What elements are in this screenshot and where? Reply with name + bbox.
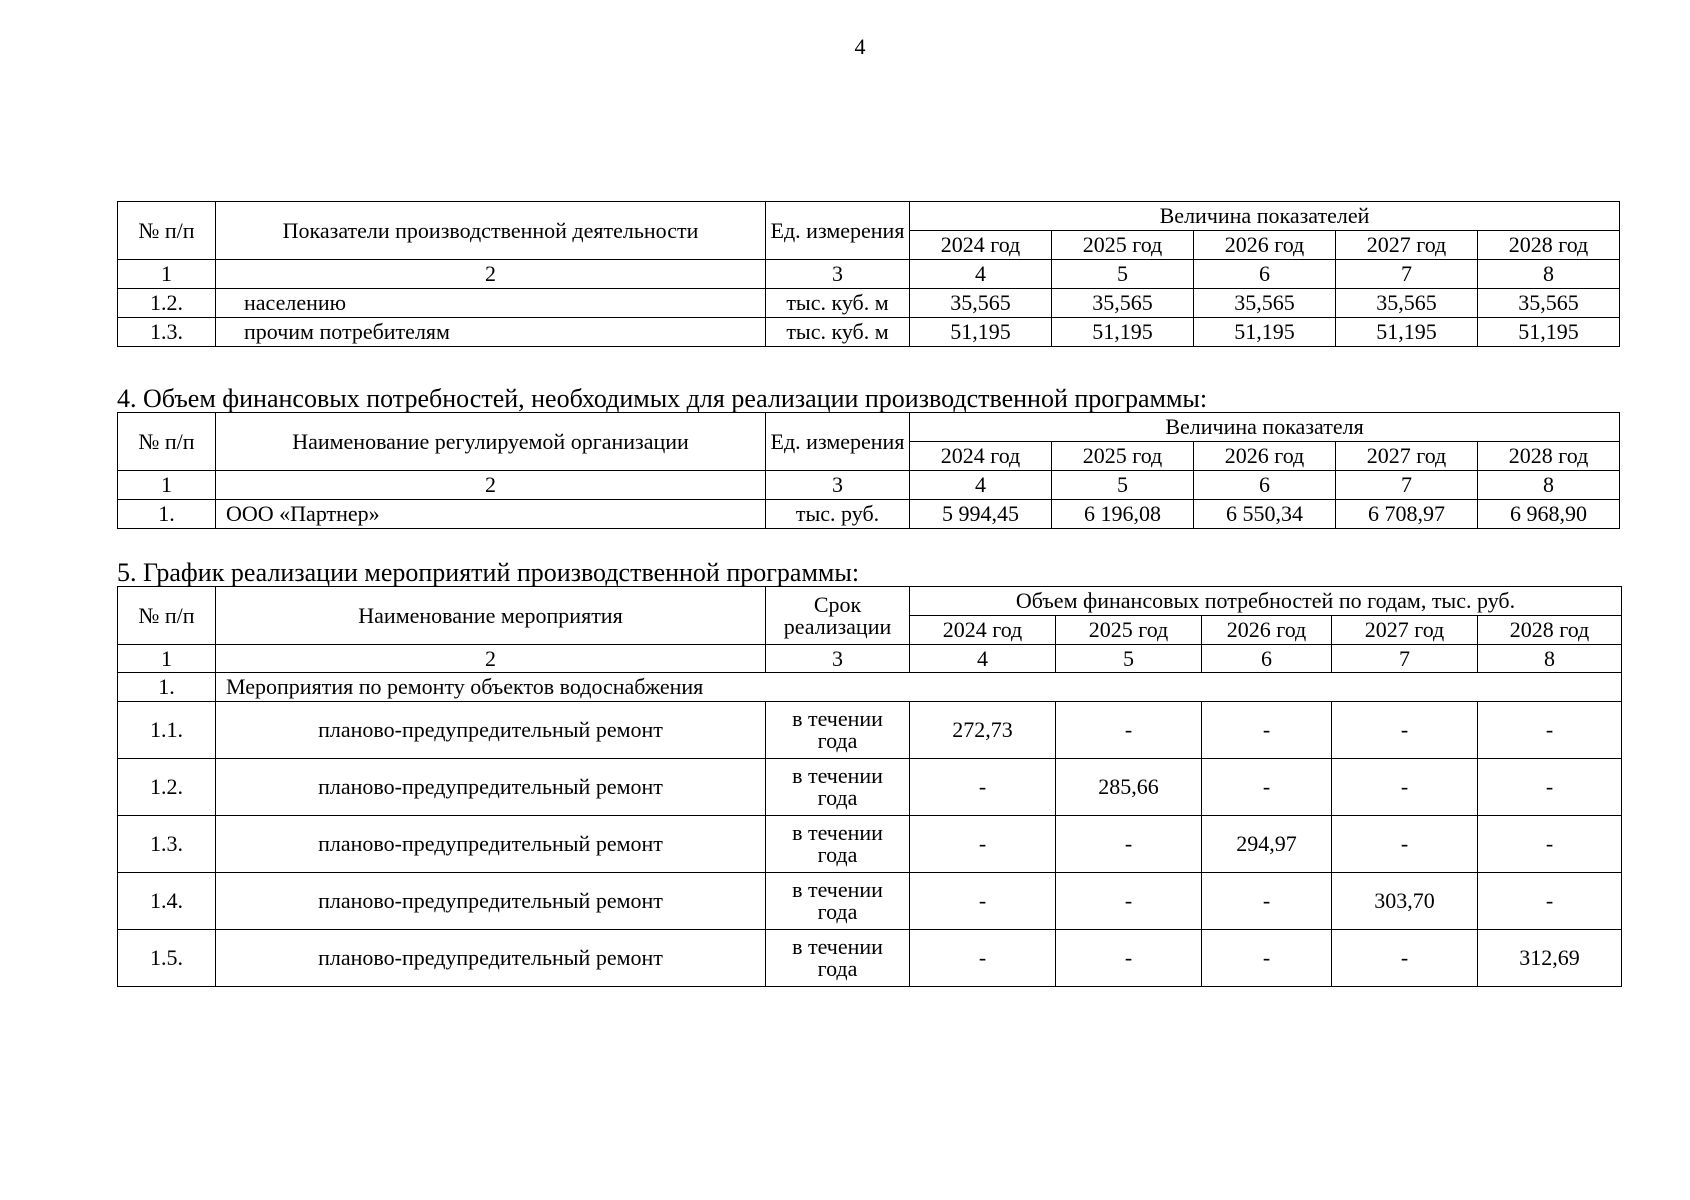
page-number: 4 (854, 34, 866, 59)
header-year: 2025 год (1056, 616, 1202, 645)
row-value: 51,195 (910, 318, 1052, 347)
column-number: 1 (118, 260, 216, 289)
production-indicators-table (117, 201, 1620, 347)
header-value-group: Величина показателя (910, 413, 1620, 442)
header-value-group: Объем финансовых потребностей по годам, тыс. руб. (910, 587, 1622, 616)
table-row (118, 702, 1622, 759)
header-year: 2028 год (1478, 616, 1622, 645)
column-number: 8 (1478, 260, 1620, 289)
row-value: - (1056, 702, 1202, 759)
header-activity: Наименование мероприятия (216, 587, 766, 645)
row-organization: ООО «Партнер» (216, 500, 766, 529)
row-value: 6 968,90 (1478, 500, 1620, 529)
row-value: 5 994,45 (910, 500, 1052, 529)
row-value: - (1056, 873, 1202, 930)
row-term: в течении года (766, 873, 910, 930)
column-number: 8 (1478, 645, 1622, 673)
column-number: 7 (1332, 645, 1478, 673)
header-year: 2024 год (910, 616, 1056, 645)
row-value: 51,195 (1052, 318, 1194, 347)
row-num: 1.3. (118, 816, 216, 873)
column-number: 4 (910, 471, 1052, 500)
table-row (118, 930, 1622, 987)
header-term: Срок реализации (766, 587, 910, 645)
group-name: Мероприятия по ремонту объектов водоснабжения (216, 673, 1622, 702)
header-value-group: Величина показателей (910, 202, 1620, 231)
row-value: - (1332, 930, 1478, 987)
row-activity: планово-предупредительный ремонт (216, 759, 766, 816)
row-activity: планово-предупредительный ремонт (216, 816, 766, 873)
row-value: - (1332, 816, 1478, 873)
column-number: 4 (910, 260, 1052, 289)
header-num: № п/п (118, 413, 216, 471)
table-row (118, 873, 1622, 930)
row-value: 35,565 (1194, 289, 1336, 318)
row-num: 1.4. (118, 873, 216, 930)
row-value: 35,565 (910, 289, 1052, 318)
row-value: 51,195 (1194, 318, 1336, 347)
column-number: 7 (1336, 471, 1478, 500)
header-year: 2024 год (910, 442, 1052, 471)
row-name: прочим потребителям (216, 318, 766, 347)
column-number: 2 (216, 471, 766, 500)
section-4-heading: 4. Объем финансовых потребностей, необходимых для реализации производственной программы: (117, 384, 1208, 413)
column-number-row (118, 471, 1620, 500)
header-year: 2025 год (1052, 442, 1194, 471)
column-number: 8 (1478, 471, 1620, 500)
column-number: 5 (1056, 645, 1202, 673)
row-value: 35,565 (1336, 289, 1478, 318)
column-number: 1 (118, 645, 216, 673)
row-value: - (1202, 930, 1332, 987)
row-value: - (1478, 702, 1622, 759)
row-value: - (1478, 816, 1622, 873)
row-value: 285,66 (1056, 759, 1202, 816)
header-year: 2026 год (1194, 231, 1336, 260)
row-unit: тыс. куб. м (766, 318, 910, 347)
row-value: - (910, 759, 1056, 816)
column-number: 6 (1194, 471, 1336, 500)
schedule-table (117, 586, 1622, 987)
header-year: 2026 год (1194, 442, 1336, 471)
header-year: 2026 год (1202, 616, 1332, 645)
header-year: 2027 год (1336, 442, 1478, 471)
table-row (118, 289, 1620, 318)
table-row (118, 500, 1620, 529)
column-number: 5 (1052, 471, 1194, 500)
header-num: № п/п (118, 587, 216, 645)
column-number: 6 (1202, 645, 1332, 673)
header-num: № п/п (118, 202, 216, 260)
row-value: - (1202, 873, 1332, 930)
financial-needs-table (117, 412, 1620, 529)
column-number-row (118, 645, 1622, 673)
column-number: 3 (766, 471, 910, 500)
row-name: населению (216, 289, 766, 318)
row-value: 6 196,08 (1052, 500, 1194, 529)
column-number-row (118, 260, 1620, 289)
row-value: - (1202, 702, 1332, 759)
column-number: 6 (1194, 260, 1336, 289)
header-unit: Ед. измерения (766, 413, 910, 471)
row-num: 1. (118, 500, 216, 529)
row-value: 51,195 (1336, 318, 1478, 347)
header-unit: Ед. измерения (766, 202, 910, 260)
row-term: в течении года (766, 702, 910, 759)
row-num: 1.1. (118, 702, 216, 759)
row-value: 6 550,34 (1194, 500, 1336, 529)
header-indicator: Показатели производственной деятельности (216, 202, 766, 260)
group-num: 1. (118, 673, 216, 702)
column-number: 7 (1336, 260, 1478, 289)
row-value: - (1332, 702, 1478, 759)
row-value: 35,565 (1478, 289, 1620, 318)
column-number: 3 (766, 260, 910, 289)
header-year: 2027 год (1332, 616, 1478, 645)
header-year: 2028 год (1478, 442, 1620, 471)
table-row (118, 816, 1622, 873)
column-number: 4 (910, 645, 1056, 673)
row-unit: тыс. руб. (766, 500, 910, 529)
row-value: - (910, 873, 1056, 930)
row-num: 1.2. (118, 759, 216, 816)
row-value: - (1202, 759, 1332, 816)
header-organization: Наименование регулируемой организации (216, 413, 766, 471)
row-value: - (910, 816, 1056, 873)
row-value: 294,97 (1202, 816, 1332, 873)
header-year: 2027 год (1336, 231, 1478, 260)
header-year: 2024 год (910, 231, 1052, 260)
column-number: 2 (216, 260, 766, 289)
row-value: 312,69 (1478, 930, 1622, 987)
row-value: - (1056, 816, 1202, 873)
row-value: - (1056, 930, 1202, 987)
row-value: 272,73 (910, 702, 1056, 759)
column-number: 1 (118, 471, 216, 500)
row-activity: планово-предупредительный ремонт (216, 702, 766, 759)
row-value: 303,70 (1332, 873, 1478, 930)
row-value: - (1478, 759, 1622, 816)
table-row (118, 318, 1620, 347)
row-activity: планово-предупредительный ремонт (216, 930, 766, 987)
row-value: - (1478, 873, 1622, 930)
row-num: 1.3. (118, 318, 216, 347)
section-5-heading: 5. График реализации мероприятий производственной программы: (117, 558, 860, 587)
row-term: в течении года (766, 930, 910, 987)
column-number: 5 (1052, 260, 1194, 289)
row-value: 35,565 (1052, 289, 1194, 318)
row-activity: планово-предупредительный ремонт (216, 873, 766, 930)
row-value: - (1332, 759, 1478, 816)
header-year: 2028 год (1478, 231, 1620, 260)
row-unit: тыс. куб. м (766, 289, 910, 318)
header-year: 2025 год (1052, 231, 1194, 260)
row-value: 51,195 (1478, 318, 1620, 347)
row-term: в течении года (766, 759, 910, 816)
group-row (118, 673, 1622, 702)
row-term: в течении года (766, 816, 910, 873)
row-num: 1.5. (118, 930, 216, 987)
table-row (118, 759, 1622, 816)
column-number: 2 (216, 645, 766, 673)
row-num: 1.2. (118, 289, 216, 318)
column-number: 3 (766, 645, 910, 673)
row-value: - (910, 930, 1056, 987)
row-value: 6 708,97 (1336, 500, 1478, 529)
